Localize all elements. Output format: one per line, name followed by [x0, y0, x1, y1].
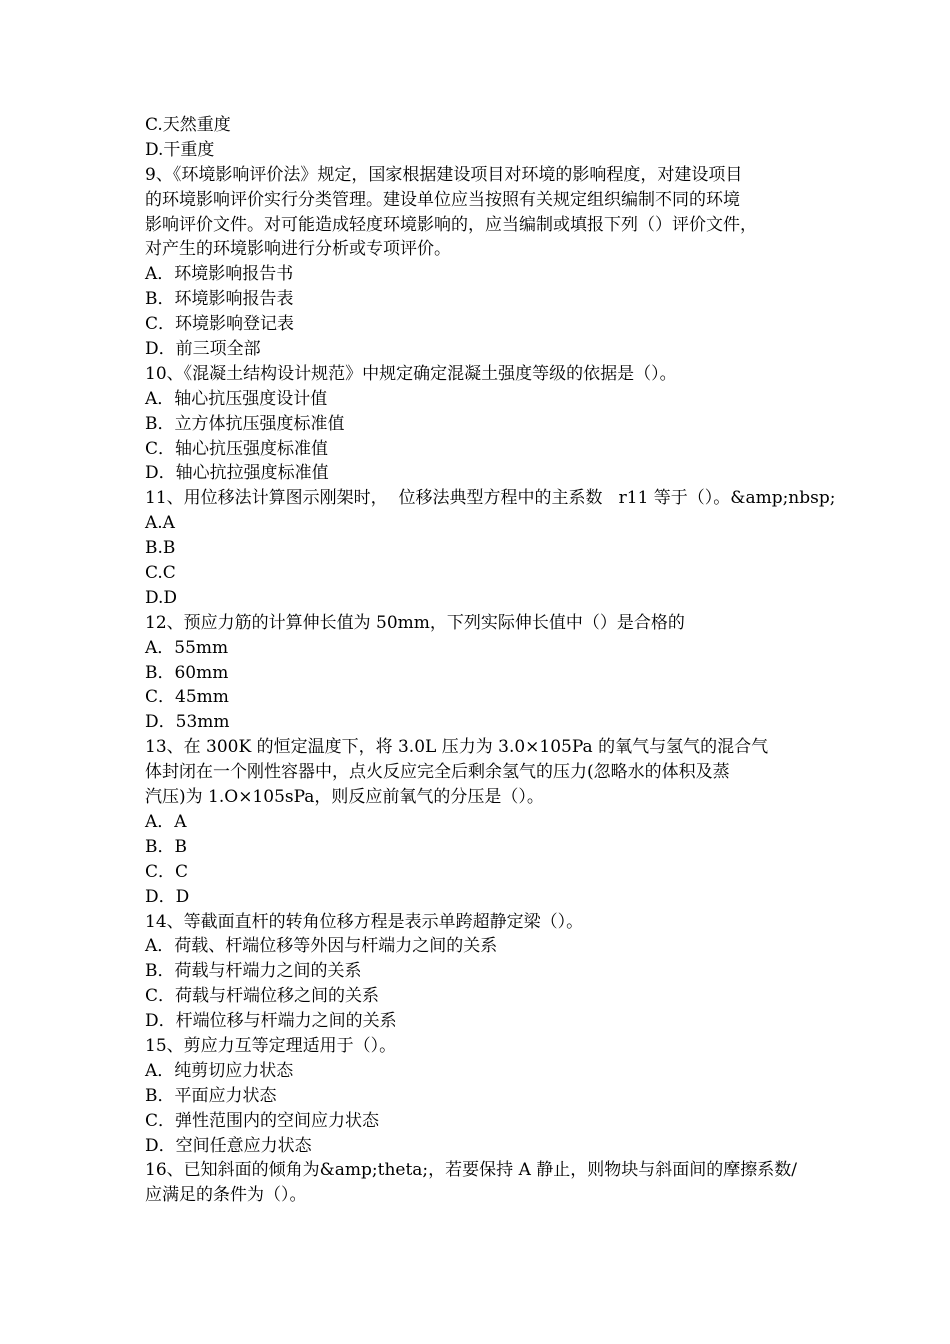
question-12-option-c: C．45mm [145, 687, 229, 708]
question-14-option-b: B．荷载与杆端力之间的关系 [145, 961, 362, 982]
question-9-text: 影响评价文件。对可能造成轻度环境影响的，应当编制或填报下列（）评价文件， [145, 214, 757, 235]
question-16-text: 16、已知斜面的倾角为&amp;theta;，若要保持 A 静止，则物块与斜面间的摩擦系数/ [145, 1160, 797, 1181]
question-14-option-d: D．杆端位移与杆端力之间的关系 [145, 1011, 397, 1032]
question-15-option-a: A．纯剪切应力状态 [145, 1060, 294, 1081]
question-15-option-c: C．弹性范围内的空间应力状态 [145, 1110, 380, 1131]
question-14-option-c: C．荷载与杆端位移之间的关系 [145, 986, 380, 1007]
answer-option-d: D.干重度 [145, 139, 215, 160]
question-9-option-c: C．环境影响登记表 [145, 314, 295, 335]
question-11-option-d: D.D [145, 587, 178, 608]
question-12-option-a: A．55mm [145, 637, 229, 658]
question-11-text: 11、用位移法计算图示刚架时， 位移法典型方程中的主系数 r11 等于（）。&amp;nbsp; [145, 488, 836, 509]
question-13-option-c: C．C [145, 861, 189, 882]
question-12-option-b: B．60mm [145, 662, 229, 683]
question-10-text: 10、《混凝土结构设计规范》中规定确定混凝土强度等级的依据是（）。 [145, 363, 677, 384]
question-16-text: 应满足的条件为（）。 [145, 1185, 307, 1206]
question-13-option-a: A．A [145, 811, 187, 832]
question-9-text: 的环境影响评价实行分类管理。建设单位应当按照有关规定组织编制不同的环境 [145, 189, 740, 210]
question-13-option-b: B．B [145, 836, 187, 857]
question-14-option-a: A．荷载、杆端位移等外因与杆端力之间的关系 [145, 936, 498, 957]
question-15-option-d: D．空间任意应力状态 [145, 1135, 312, 1156]
question-13-text: 体封闭在一个刚性容器中，点火反应完全后剩余氢气的压力(忽略水的体积及蒸 [145, 762, 730, 783]
question-9-option-d: D．前三项全部 [145, 339, 261, 360]
question-12-text: 12、预应力筋的计算伸长值为 50mm，下列实际伸长值中（）是合格的 [145, 612, 685, 633]
question-15-text: 15、剪应力互等定理适用于（）。 [145, 1035, 397, 1056]
question-12-option-d: D．53mm [145, 712, 230, 733]
document-page [145, 113, 836, 1208]
question-14-text: 14、等截面直杆的转角位移方程是表示单跨超静定梁（）。 [145, 911, 584, 932]
question-9-text: 对产生的环境影响进行分析或专项评价。 [145, 239, 451, 260]
question-13-option-d: D．D [145, 886, 190, 907]
question-13-text: 汽压)为 1.O×105sPa，则反应前氧气的分压是（）。 [145, 787, 544, 808]
answer-option-c: C.天然重度 [145, 115, 231, 135]
question-11-option-a: A.A [145, 513, 175, 534]
question-15-option-b: B．平面应力状态 [145, 1085, 277, 1106]
question-11-option-c: C.C [145, 563, 176, 584]
question-9-option-a: A．环境影响报告书 [145, 264, 294, 285]
question-10-option-c: C．轴心抗压强度标准值 [145, 438, 329, 459]
question-11-option-b: B.B [145, 538, 176, 559]
question-9-text: 9、《环境影响评价法》规定，国家根据建设项目对环境的影响程度，对建设项目 [145, 164, 743, 185]
question-9-option-b: B．环境影响报告表 [145, 289, 294, 310]
question-10-option-a: A．轴心抗压强度设计值 [145, 388, 328, 409]
question-10-option-d: D．轴心抗拉强度标准值 [145, 463, 329, 484]
question-13-text: 13、在 300K 的恒定温度下，将 3.0L 压力为 3.0×105Pa 的氧气与氢气的混合气 [145, 737, 769, 758]
question-10-option-b: B．立方体抗压强度标准值 [145, 413, 345, 434]
